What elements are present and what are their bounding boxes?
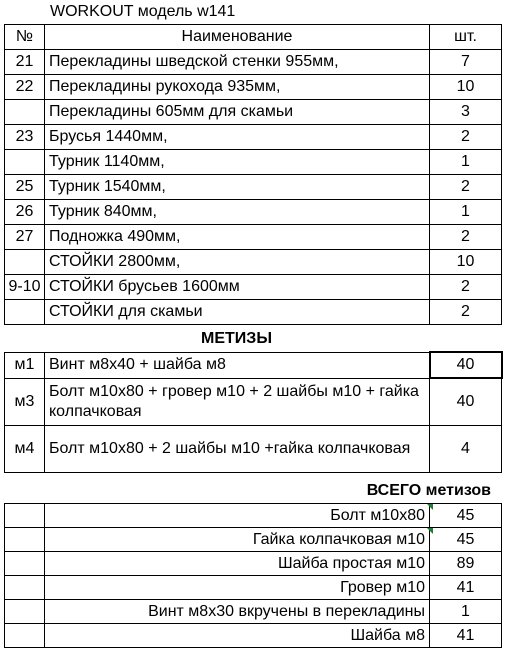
part-qty[interactable]: 2 [430,125,502,150]
hardware-qty[interactable]: 4 [430,426,502,473]
part-num[interactable] [5,100,45,125]
total-qty[interactable]: 1 [430,600,502,624]
part-row [5,250,502,275]
header-num[interactable]: № [5,25,45,50]
hardware-row [5,378,502,426]
part-row [5,75,502,100]
part-qty[interactable]: 1 [430,200,502,225]
header-row [5,25,502,50]
hardware-name[interactable]: Болт м10х80 + гровер м10 + 2 шайбы м10 + гайка колпачковая [45,378,430,426]
part-name[interactable]: Брусья 1440мм, [45,125,430,150]
total-name[interactable]: Болт м10х80 [45,504,430,528]
total-heading [0,478,497,503]
totals-table [4,503,502,648]
part-qty[interactable]: 10 [430,75,502,100]
sheet-title: WORKOUT модель w141 [50,3,236,20]
hardware-num[interactable]: м4 [5,426,45,473]
header-name[interactable]: Наименование [45,25,430,50]
part-num[interactable] [5,250,45,275]
comment-marker-icon [427,504,433,510]
part-row [5,300,502,325]
part-name[interactable]: Турник 1140мм, [45,150,430,175]
part-row [5,200,502,225]
total-name[interactable]: Шайба м8 [45,624,430,648]
total-row [5,600,502,624]
part-qty[interactable]: 2 [430,225,502,250]
part-row [5,100,502,125]
hardware-table [4,351,503,473]
part-row [5,125,502,150]
part-num[interactable]: 22 [5,75,45,100]
total-name[interactable]: Гровер м10 [45,576,430,600]
part-qty[interactable]: 2 [430,175,502,200]
part-name[interactable]: Перекладины шведской стенки 955мм, [45,50,430,75]
part-name[interactable]: СТОЙКИ 2800мм, [45,250,430,275]
total-qty[interactable]: 41 [430,576,502,600]
part-num[interactable]: 21 [5,50,45,75]
part-qty[interactable]: 3 [430,100,502,125]
hardware-qty-selected-cell[interactable]: 40 [430,352,502,378]
hardware-row [5,352,502,378]
parts-table [4,24,502,325]
part-qty[interactable]: 10 [430,250,502,275]
part-qty[interactable]: 2 [430,275,502,300]
hardware-name[interactable]: Болт м10х80 + 2 шайбы м10 +гайка колпачковая [45,426,430,473]
part-row [5,150,502,175]
part-qty[interactable]: 7 [430,50,502,75]
total-empty-cell[interactable] [5,504,45,528]
total-name[interactable]: Шайба простая м10 [45,552,430,576]
total-name[interactable]: Гайка колпачковая м10 [45,528,430,552]
total-row [5,576,502,600]
part-name[interactable]: Турник 1540мм, [45,175,430,200]
hardware-name[interactable]: Винт м8х40 + шайба м8 [45,352,430,378]
total-empty-cell[interactable] [5,624,45,648]
total-empty-cell[interactable] [5,552,45,576]
part-num[interactable]: 27 [5,225,45,250]
total-qty[interactable]: 41 [430,624,502,648]
total-qty[interactable]: 89 [430,552,502,576]
total-row [5,552,502,576]
part-name[interactable]: СТОЙКИ для скамьи [45,300,430,325]
part-num[interactable]: 25 [5,175,45,200]
total-name[interactable]: Винт м8х30 вкручены в перекладины [45,600,430,624]
part-num[interactable]: 23 [5,125,45,150]
hardware-row [5,426,502,473]
part-row [5,175,502,200]
total-qty[interactable]: 45 [430,504,502,528]
part-row [5,225,502,250]
part-num[interactable] [5,150,45,175]
header-qty[interactable]: шт. [430,25,502,50]
part-num[interactable]: 26 [5,200,45,225]
part-name[interactable]: Перекладины 605мм для скамьи [45,100,430,125]
metizy-heading: МЕТИЗЫ [201,330,272,347]
part-name[interactable]: Подножка 490мм, [45,225,430,250]
part-name[interactable]: СТОЙКИ брусьев 1600мм [45,275,430,300]
hardware-num[interactable]: м3 [5,378,45,426]
part-num[interactable]: 9-10 [5,275,45,300]
total-empty-cell[interactable] [5,576,45,600]
part-qty[interactable]: 1 [430,150,502,175]
part-num[interactable] [5,300,45,325]
part-row [5,275,502,300]
total-empty-cell[interactable] [5,600,45,624]
comment-marker-icon [427,528,433,534]
total-empty-cell[interactable] [5,528,45,552]
total-heading-label: ВСЕГО метизов [366,482,491,499]
hardware-num[interactable]: м1 [5,352,45,378]
total-qty[interactable]: 45 [430,528,502,552]
part-qty[interactable]: 2 [430,300,502,325]
part-name[interactable]: Перекладины рукохода 935мм, [45,75,430,100]
total-row [5,624,502,648]
hardware-qty[interactable]: 40 [430,378,502,426]
part-name[interactable]: Турник 840мм, [45,200,430,225]
part-row [5,50,502,75]
